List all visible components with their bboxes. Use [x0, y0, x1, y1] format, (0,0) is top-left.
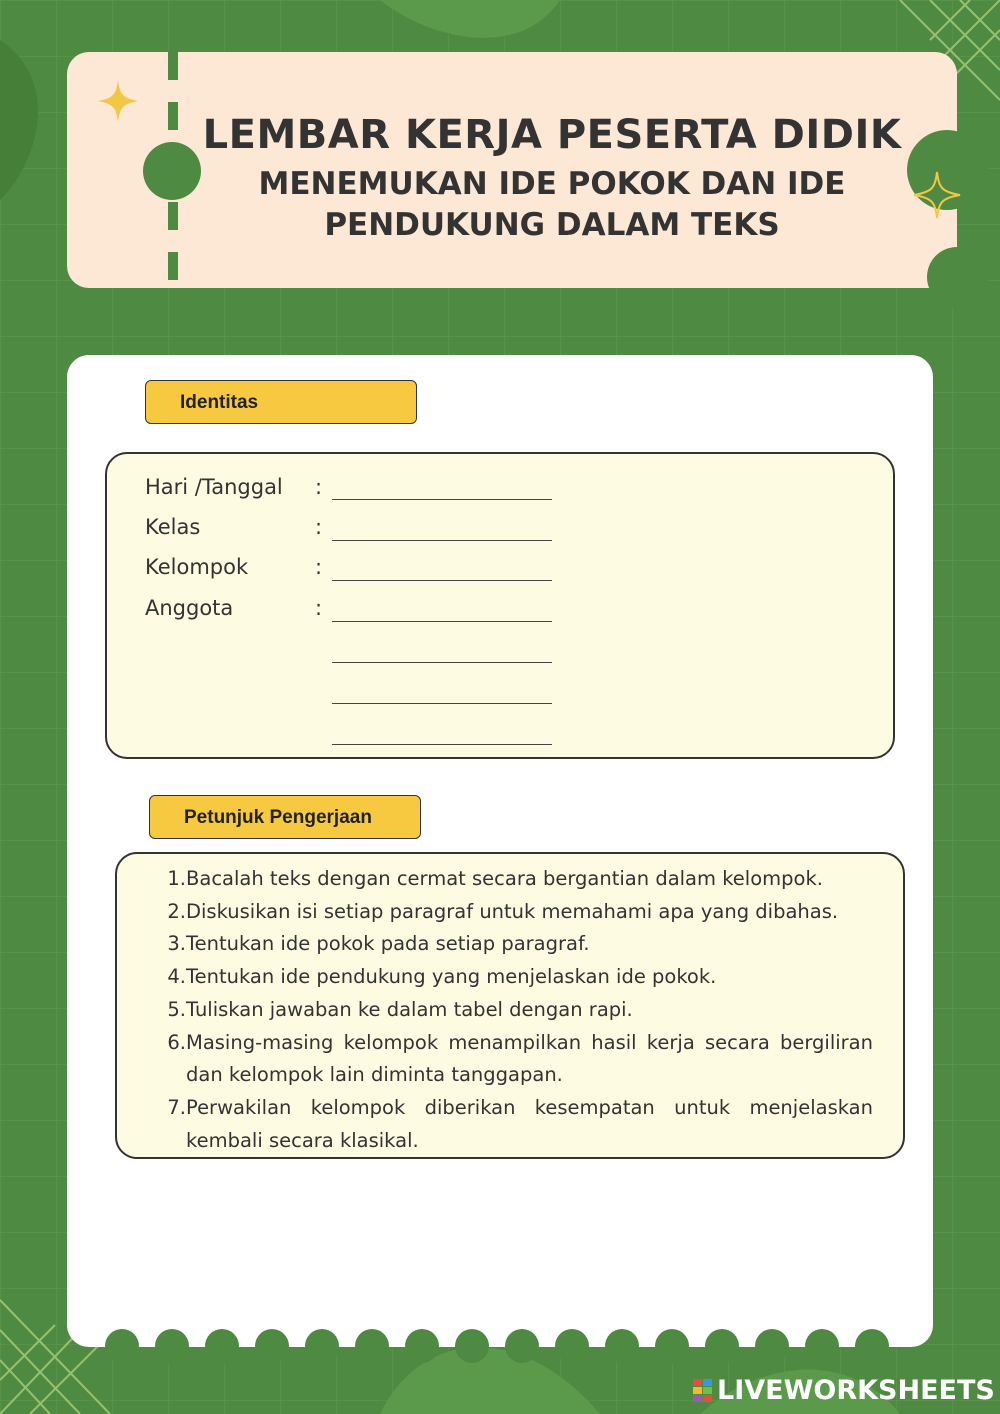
sparkle-icon — [98, 80, 138, 122]
list-item — [160, 863, 873, 896]
member-input-line-4[interactable] — [332, 744, 552, 745]
field-colon: : — [315, 555, 323, 579]
step-number: 5. — [167, 997, 186, 1021]
step-text: Bacalah teks dengan cermat secara bergantian dalam kelompok. — [186, 867, 823, 890]
field-label-class: Kelas — [145, 515, 201, 539]
step-text: Tentukan ide pokok pada setiap paragraf. — [186, 932, 590, 956]
member-input-line-3[interactable] — [332, 703, 552, 704]
step-text: Diskusikan isi setiap paragraf untuk memahami apa yang dibahas. — [186, 899, 839, 923]
list-item — [160, 928, 873, 961]
step-text: Tuliskan jawaban ke dalam tabel dengan rapi. — [186, 997, 633, 1021]
step-number: 7. — [167, 1095, 186, 1119]
page-subtitle-line2: PENDUKUNG DALAM TEKS — [324, 207, 780, 243]
member-input-line-2[interactable] — [332, 662, 552, 663]
list-item — [160, 994, 873, 1027]
card-scalloped-edge — [100, 1329, 900, 1369]
step-number: 4. — [167, 965, 186, 989]
step-number: 3. — [167, 932, 186, 956]
page-subtitle-line1: MENEMUKAN IDE POKOK DAN IDE — [258, 166, 846, 202]
field-colon: : — [315, 475, 323, 499]
date-input-line[interactable] — [332, 499, 552, 500]
step-number: 1. — [167, 867, 186, 890]
sparkle-outline-icon — [912, 170, 962, 220]
liveworksheets-watermark[interactable] — [693, 1376, 995, 1406]
step-text: Perwakilan kelompok diberikan kesempatan untuk menjelaskan kembali secara klasikal. — [186, 1095, 873, 1152]
step-text: Masing-masing kelompok menampilkan hasil kerja secara bergiliran dan kelompok lain diminta tanggapan. — [186, 1030, 873, 1087]
instruction-list — [160, 863, 873, 1157]
field-label-date: Hari /Tanggal — [145, 475, 283, 499]
group-input-line[interactable] — [332, 580, 552, 581]
step-number: 2. — [167, 899, 186, 923]
ticket-notch-right-lower — [927, 247, 987, 307]
member-input-line-1[interactable] — [332, 621, 552, 622]
header-banner — [67, 52, 957, 288]
watermark-text: LIVEWORKSHEETS — [717, 1375, 995, 1406]
list-item — [160, 1092, 873, 1157]
identity-badge: Identitas — [145, 380, 417, 424]
instructions-badge: Petunjuk Pengerjaan — [149, 795, 421, 839]
class-input-line[interactable] — [332, 540, 552, 541]
field-label-group: Kelompok — [145, 555, 249, 579]
field-label-members: Anggota — [145, 596, 234, 620]
title-block — [187, 112, 917, 246]
step-number: 6. — [167, 1030, 186, 1054]
field-colon: : — [315, 515, 323, 539]
page-title: LEMBAR KERJA PESERTA DIDIK — [202, 112, 902, 158]
step-text: Tentukan ide pendukung yang menjelaskan ide pokok. — [186, 965, 717, 989]
list-item — [160, 1027, 873, 1092]
liveworksheets-logo-icon — [693, 1379, 713, 1403]
list-item — [160, 961, 873, 994]
field-colon: : — [315, 596, 323, 620]
list-item — [160, 896, 873, 929]
